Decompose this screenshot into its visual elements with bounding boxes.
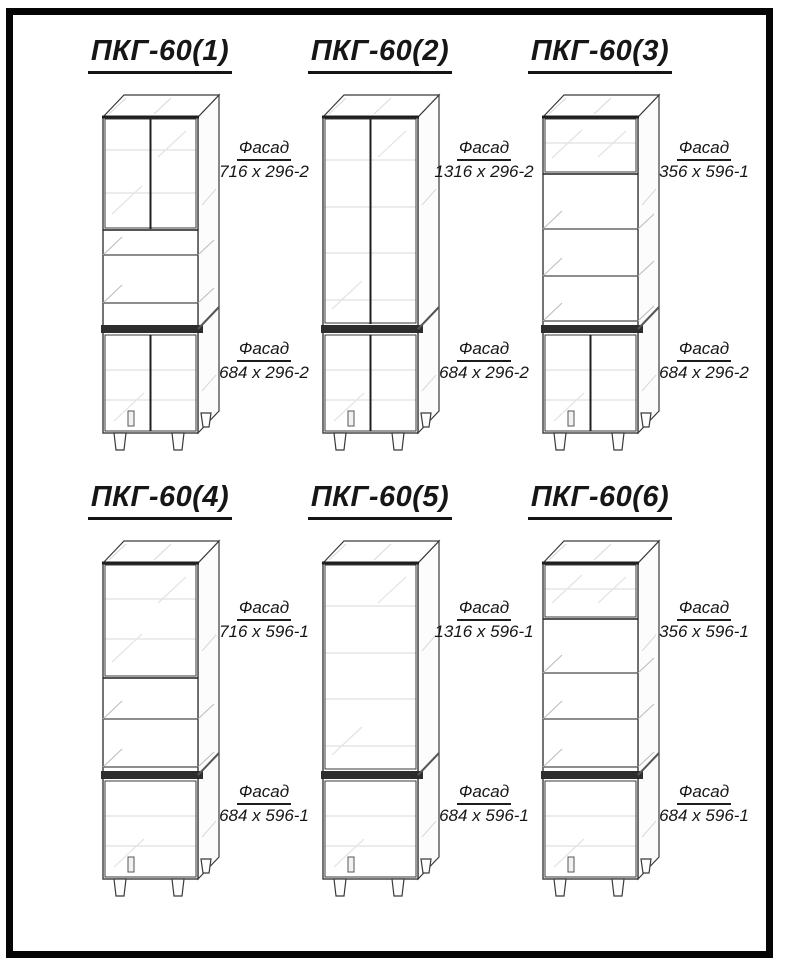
- facade-size: 356 x 596-1: [659, 161, 749, 181]
- facade-size: 356 x 596-1: [659, 621, 749, 641]
- cabinet-title: ПКГ-60(1): [70, 35, 250, 74]
- cabinet-title: ПКГ-60(5): [290, 481, 470, 520]
- facade-size: 1316 x 596-1: [434, 621, 534, 641]
- cabinet-title: ПКГ-60(4): [70, 481, 250, 520]
- facade-size: 716 x 296-2: [219, 161, 309, 181]
- cabinet-title: ПКГ-60(3): [510, 35, 690, 74]
- facade-size: 684 x 596-1: [659, 805, 749, 825]
- facade-size: 684 x 296-2: [659, 362, 749, 382]
- cabinet-drawing: [320, 539, 445, 899]
- cabinet-drawing: [540, 539, 665, 899]
- facade-callout-top: [642, 138, 766, 182]
- facade-size: 716 x 596-1: [219, 621, 309, 641]
- facade-label: Фасад: [677, 598, 731, 621]
- cabinet-cell: [478, 481, 749, 927]
- cabinet-cell: [38, 35, 309, 481]
- cabinet-title: ПКГ-60(2): [290, 35, 470, 74]
- facade-label: Фасад: [457, 138, 511, 161]
- facade-callout-bottom: [642, 782, 766, 826]
- facade-size: 684 x 596-1: [439, 805, 529, 825]
- cabinet-cell: [478, 35, 749, 481]
- facade-callout-bottom: [642, 339, 766, 383]
- facade-label: Фасад: [237, 138, 291, 161]
- facade-label: Фасад: [237, 339, 291, 362]
- cabinet-cell: [258, 481, 534, 927]
- facade-label: Фасад: [677, 138, 731, 161]
- facade-label: Фасад: [457, 782, 511, 805]
- cabinet-cell: [258, 35, 534, 481]
- facade-label: Фасад: [677, 339, 731, 362]
- facade-label: Фасад: [237, 598, 291, 621]
- facade-size: 684 x 296-2: [219, 362, 309, 382]
- facade-label: Фасад: [457, 339, 511, 362]
- facade-callout-top: [642, 598, 766, 642]
- facade-label: Фасад: [457, 598, 511, 621]
- facade-size: 684 x 296-2: [439, 362, 529, 382]
- facade-size: 1316 x 296-2: [434, 161, 534, 181]
- facade-label: Фасад: [677, 782, 731, 805]
- cabinet-drawing: [100, 539, 225, 899]
- cabinet-cell: [38, 481, 309, 927]
- facade-size: 684 x 596-1: [219, 805, 309, 825]
- facade-label: Фасад: [237, 782, 291, 805]
- cabinet-title: ПКГ-60(6): [510, 481, 690, 520]
